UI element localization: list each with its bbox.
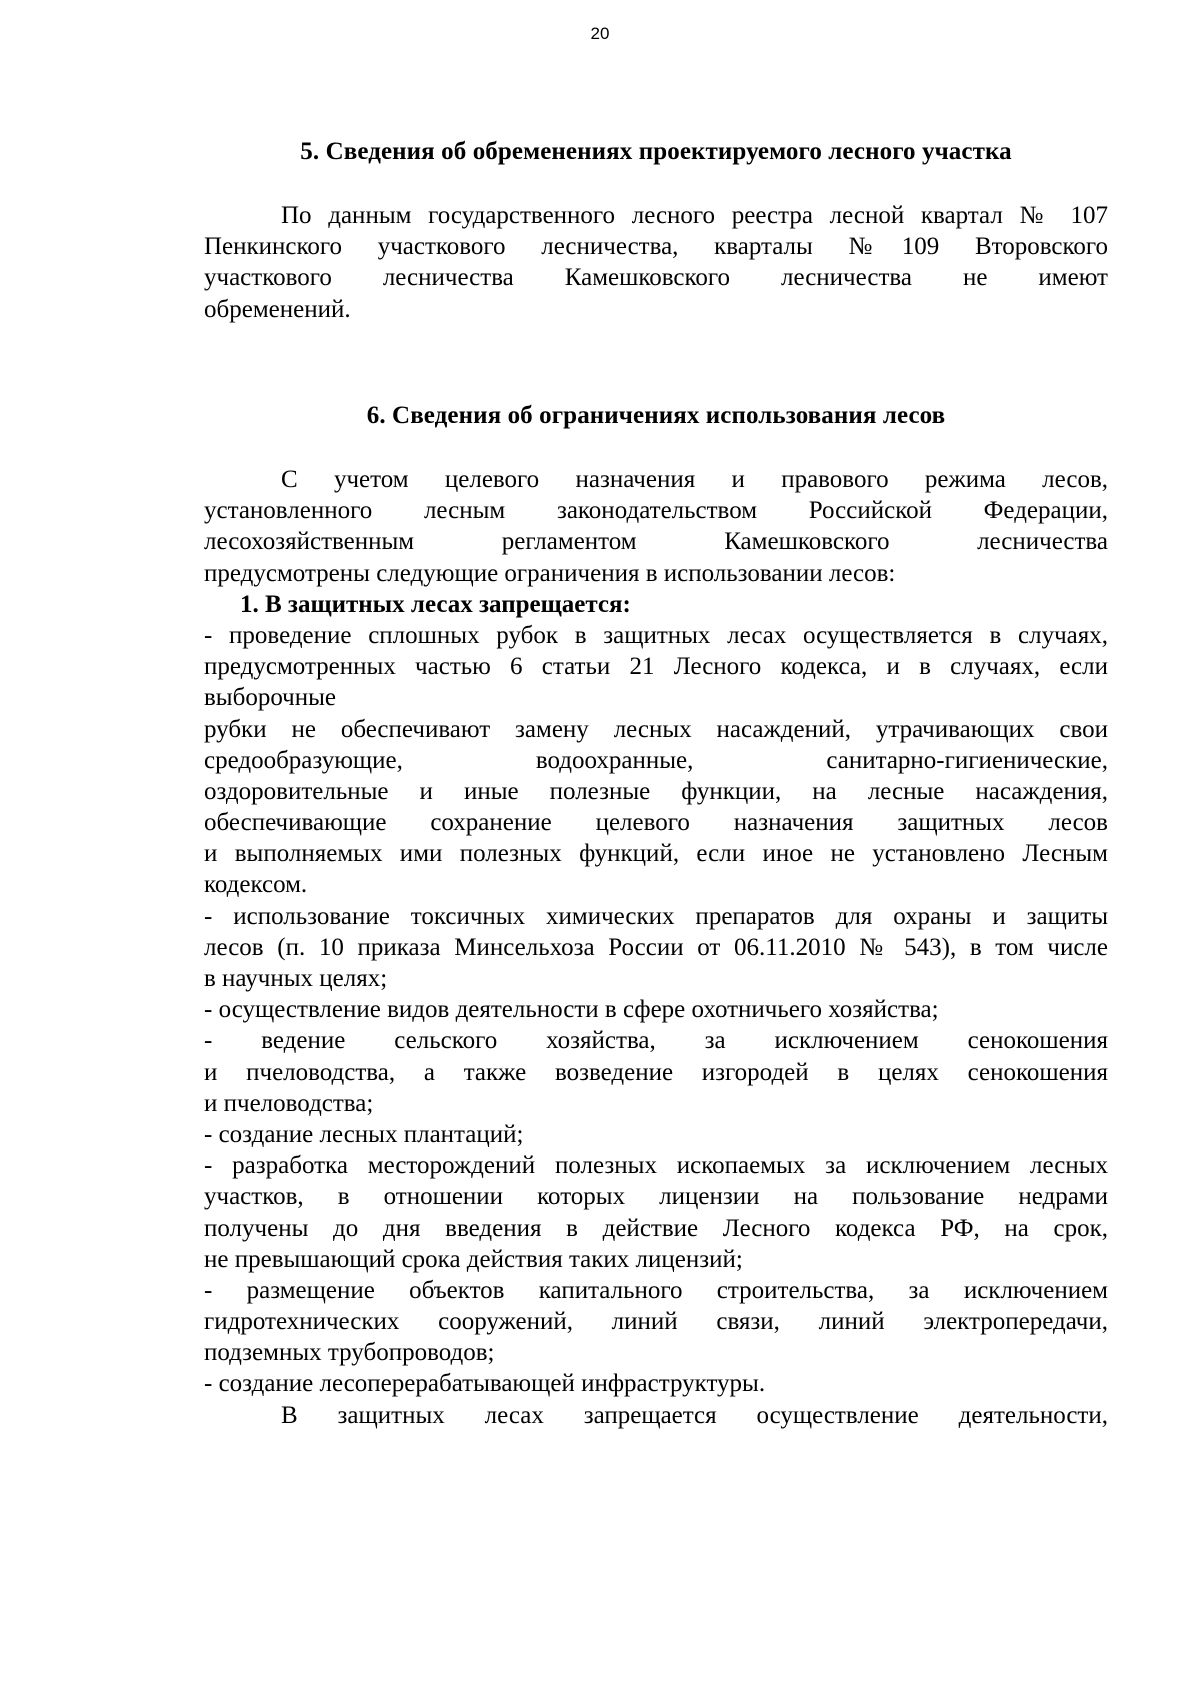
restriction-line: кодексом. [204, 871, 308, 899]
restriction-line: и выполняемых ими полезных функций, если иное не установлено Лесным [204, 840, 1108, 868]
restriction-line: средообразующие, водоохранные, санитарно-гигиенические, [204, 746, 1108, 774]
restriction-line: обеспечивающие сохранение целевого назначения защитных лесов [204, 809, 1108, 837]
restriction-line: - использование токсичных химических препаратов для охраны и защиты [204, 902, 1108, 930]
paragraph-line: Пенкинского участкового лесничества, кварталы №109 Второвского [204, 233, 1108, 261]
restriction-line: гидротехнических сооружений, линий связи, линий электропередачи, [204, 1308, 1108, 1336]
restriction-line: подземных трубопроводов; [204, 1339, 495, 1367]
paragraph-line: С учетом целевого назначения и правового режима лесов, [281, 466, 1108, 493]
restriction-line: - проведение сплошных рубок в защитных лесах осуществляется в случаях, [204, 621, 1108, 649]
section-5-paragraph [204, 200, 1108, 325]
restriction-line: предусмотренных частью 6 статьи 21 Лесного кодекса, и в случаях, если [204, 653, 1108, 681]
restriction-line: рубки не обеспечивают замену лесных насаждений, утрачивающих свои [204, 715, 1108, 743]
section-5-heading: 5. Сведения об обременениях проектируемого лесного участка [300, 138, 1012, 165]
restriction-line: и пчеловодства, а также возведение изгородей в целях сенокошения [204, 1058, 1108, 1086]
restriction-line: лесов (п. 10 приказа Минсельхоза России от 06.11.2010 № 543), в том числе [204, 933, 1108, 961]
restriction-line: участков, в отношении которых лицензии на пользование недрами [204, 1183, 1108, 1211]
restriction-line: - ведение сельского хозяйства, за исключением сенокошения [204, 1027, 1108, 1055]
restriction-line: и пчеловодства; [204, 1089, 374, 1117]
page-number: 20 [590, 24, 610, 43]
paragraph-line: участкового лесничества Камешковского лесничества не имеют [204, 264, 1108, 292]
restriction-line: - разработка месторождений полезных ископаемых за исключением лесных [204, 1152, 1108, 1180]
paragraph-line: лесохозяйственным регламентом Камешковского лесничества [204, 528, 1108, 556]
section-6-intro [204, 464, 1108, 1431]
paragraph-line: предусмотрены следующие ограничения в использовании лесов: [204, 559, 896, 587]
restriction-line: выборочные [204, 684, 337, 712]
restriction-line: - создание лесных плантаций; [204, 1120, 524, 1148]
paragraph-line: По данным государственного лесного реестра лесной квартал № 107 [281, 202, 1108, 229]
paragraph-line: обременений. [204, 295, 351, 323]
restriction-list-title: 1. В защитных лесах запрещается: [240, 590, 631, 618]
restriction-line: в научных целях; [204, 965, 388, 992]
paragraph-line: установленного лесным законодательством Российской Федерации, [204, 497, 1108, 525]
restriction-line: - создание лесоперерабатывающей инфраструктуры. [204, 1370, 766, 1398]
restriction-line: - осуществление видов деятельности в сфере охотничьего хозяйства; [204, 996, 939, 1024]
restriction-line: - размещение объектов капитального строительства, за исключением [204, 1276, 1108, 1304]
section-6-heading: 6. Сведения об ограничениях использования лесов [366, 402, 946, 429]
restriction-line: В защитных лесах запрещается осуществление деятельности, [281, 1401, 1108, 1429]
restriction-line: не превышающий срока действия таких лицензий; [204, 1245, 743, 1273]
restriction-line: оздоровительные и иные полезные функции, на лесные насаждения, [204, 777, 1108, 805]
restriction-line: получены до дня введения в действие Лесного кодекса РФ, на срок, [204, 1214, 1108, 1242]
